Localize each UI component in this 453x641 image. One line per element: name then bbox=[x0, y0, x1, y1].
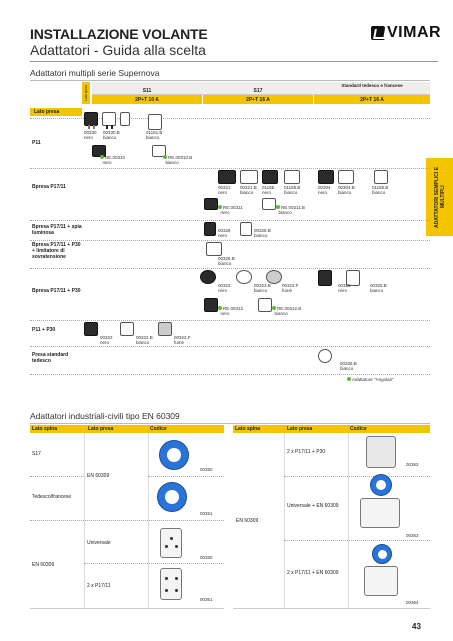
brand-logo bbox=[371, 24, 441, 42]
section2-title: Adattatori industriali-civili tipo EN 60309 bbox=[30, 411, 180, 421]
product-image bbox=[84, 112, 98, 126]
product-image bbox=[318, 270, 332, 286]
row-divider bbox=[30, 268, 430, 269]
section2-rule bbox=[30, 423, 430, 424]
row-divider bbox=[30, 320, 430, 321]
row-divider bbox=[30, 168, 430, 169]
product-image bbox=[262, 198, 276, 210]
product-image bbox=[372, 544, 392, 564]
product-image bbox=[204, 298, 218, 312]
row-label-bpresa-p30: Bpresa P17/11 + P30 bbox=[32, 288, 81, 294]
product-image bbox=[240, 222, 252, 236]
col-line bbox=[348, 433, 349, 608]
right-presa-3: 2 x P17/11 + EN 60309 bbox=[287, 570, 339, 576]
side-tab bbox=[426, 158, 453, 236]
product-code: 00363 bbox=[406, 533, 419, 538]
product-image bbox=[318, 170, 334, 184]
side-tab-label: ADATTATORI SEMPLICI E MULTIPLI bbox=[433, 166, 446, 228]
left-header-bar bbox=[30, 425, 224, 433]
row-divider bbox=[30, 346, 430, 347]
product-code: 00328 nero bbox=[218, 228, 231, 238]
row-divider bbox=[30, 520, 224, 521]
product-code: 00322.B bianco bbox=[136, 335, 153, 345]
product-code-green: RE.00310.B bianco bbox=[163, 155, 195, 165]
product-code: 00322 nero bbox=[100, 335, 113, 345]
corner-label: Lato spina bbox=[84, 84, 88, 102]
product-image bbox=[374, 170, 388, 184]
product-code: 00362 bbox=[406, 462, 419, 467]
product-code: 00321.B bianco bbox=[240, 185, 257, 195]
row-label-bpresa-spia: Bpresa P17/11 + spia luminosa bbox=[32, 224, 82, 236]
product-code-green: RE.00311 nero bbox=[218, 205, 250, 215]
product-code: 00361 bbox=[200, 597, 213, 602]
col-header-s11: S11 bbox=[142, 88, 152, 94]
footnote: Adattatore "Angolari" bbox=[347, 377, 427, 382]
angolari-dot-icon bbox=[218, 205, 222, 209]
product-code: 00304.B bianco bbox=[338, 185, 355, 195]
product-image bbox=[200, 270, 216, 284]
left-spina-en: EN 60309 bbox=[32, 562, 55, 568]
left-header-presa: Lato presa bbox=[88, 426, 114, 432]
angolari-dot-icon bbox=[163, 155, 167, 159]
product-code: 00364 bbox=[406, 600, 419, 605]
row-label-bpresa-limitatore: Bpresa P17/11 + P30 + limitatore di sovratensione bbox=[32, 242, 81, 260]
product-code: 00322.F fumè bbox=[174, 335, 191, 345]
product-code: 00330.B bianco bbox=[103, 130, 120, 140]
product-code: 01165.B bianco bbox=[284, 185, 301, 195]
product-code: 01166.B bianco bbox=[372, 185, 389, 195]
header-divider bbox=[30, 61, 438, 62]
product-code: 00330 nero bbox=[84, 130, 97, 140]
angolari-dot-icon bbox=[276, 205, 280, 209]
row-divider bbox=[30, 608, 224, 609]
angolari-dot-icon bbox=[272, 306, 276, 310]
product-image bbox=[148, 114, 162, 130]
left-presa-universale: Universale bbox=[87, 540, 111, 546]
right-header-spina: Lato spina bbox=[235, 426, 261, 432]
row-divider bbox=[30, 240, 430, 241]
row-header-label: Lato presa bbox=[30, 108, 82, 116]
product-image bbox=[206, 242, 222, 256]
product-code: 00326.B bianco bbox=[218, 256, 235, 266]
product-image bbox=[258, 298, 272, 312]
product-image bbox=[102, 112, 116, 126]
page-subtitle: Adattatori - Guida alla scelta bbox=[30, 42, 206, 58]
product-image bbox=[366, 436, 396, 468]
product-code: 00323.B bianco bbox=[254, 283, 271, 293]
section1-title: Adattatori multipli serie Supernova bbox=[30, 68, 160, 78]
angolari-dot-icon bbox=[347, 377, 351, 381]
vimar-logo-icon bbox=[371, 26, 385, 40]
right-spina-group: EN 60309 bbox=[236, 518, 259, 524]
row-divider bbox=[284, 540, 430, 541]
product-image bbox=[338, 170, 354, 184]
left-header-codice: Codice bbox=[150, 426, 167, 432]
brand-name: VIMAR bbox=[387, 24, 442, 41]
product-code-green: RE.00310 nero bbox=[100, 155, 130, 165]
left-presa-2xp17: 2 x P17/11 bbox=[87, 583, 111, 589]
corner-cell bbox=[82, 82, 90, 104]
section1-rule bbox=[30, 80, 430, 81]
row-divider bbox=[30, 476, 84, 477]
row-divider bbox=[233, 608, 430, 609]
left-spina-s17: S17 bbox=[32, 451, 41, 457]
product-image bbox=[159, 440, 189, 470]
row-divider bbox=[148, 476, 224, 477]
product-image bbox=[364, 566, 398, 596]
row-divider bbox=[84, 563, 224, 564]
product-code-green: RE.00312.B bianco bbox=[272, 306, 304, 316]
product-image bbox=[160, 528, 182, 558]
right-header-codice: Codice bbox=[350, 426, 367, 432]
product-image bbox=[360, 498, 400, 528]
product-code: 00360 bbox=[200, 555, 213, 560]
product-code: 00325 nero bbox=[338, 283, 351, 293]
rating-s17: 2P+T 16 A bbox=[246, 97, 270, 103]
product-image bbox=[240, 170, 258, 184]
right-header-bar bbox=[233, 425, 430, 433]
row-label-bpresa: Bpresa P17/11 bbox=[32, 184, 66, 190]
product-code: 00336.B bianco bbox=[340, 361, 357, 371]
angolari-dot-icon bbox=[100, 155, 104, 159]
product-code: 00323 nero bbox=[218, 283, 231, 293]
row-divider bbox=[284, 476, 430, 477]
left-header-spina: Lato spina bbox=[32, 426, 58, 432]
product-code: 00325.B bianco bbox=[370, 283, 387, 293]
left-presa-group: EN 60309 bbox=[87, 473, 110, 479]
product-image bbox=[120, 112, 130, 126]
product-image bbox=[262, 170, 278, 184]
product-image bbox=[370, 474, 392, 496]
row-label-presa-tedesco: Presa standard tedesco bbox=[32, 352, 69, 364]
page-number: 43 bbox=[412, 622, 421, 631]
product-code: 01165 nero bbox=[262, 185, 275, 195]
product-image bbox=[160, 568, 182, 600]
product-image bbox=[158, 322, 172, 336]
row-divider bbox=[30, 220, 430, 221]
rating-standard: 2P+T 16 A bbox=[360, 97, 384, 103]
product-image bbox=[120, 322, 134, 336]
right-presa-1: 2 x P17/11 + P30 bbox=[287, 449, 326, 455]
row-label-p11: P11 bbox=[32, 140, 41, 146]
product-code: 00321 nero bbox=[218, 185, 231, 195]
row-label-p11-p30: P11 + P30 bbox=[32, 327, 56, 333]
page-title: INSTALLAZIONE VOLANTE bbox=[30, 26, 208, 42]
col-line bbox=[284, 433, 285, 608]
angolari-dot-icon bbox=[218, 306, 222, 310]
product-image bbox=[84, 322, 98, 336]
col-header-s17: S17 bbox=[253, 88, 263, 94]
product-image bbox=[218, 170, 236, 184]
product-code-green: RE.00311.B bianco bbox=[276, 205, 310, 215]
col-header-standard: Standard tedesco e francese bbox=[341, 83, 403, 88]
product-code: 00323.F fumè bbox=[282, 283, 299, 293]
left-spina-tedesco: Tedesco/francese bbox=[32, 494, 72, 500]
product-image bbox=[236, 270, 252, 284]
rating-s11: 2P+T 10 A bbox=[135, 97, 159, 103]
product-image bbox=[157, 482, 187, 512]
product-code: 00350 bbox=[200, 467, 213, 472]
row-divider bbox=[30, 374, 430, 375]
product-code: 01161.B bianco bbox=[146, 130, 163, 140]
right-presa-2: Universale + EN 60309 bbox=[287, 503, 339, 509]
product-image bbox=[318, 349, 332, 363]
product-code-green: RE.00312 nero bbox=[218, 306, 248, 316]
right-header-presa: Lato presa bbox=[287, 426, 313, 432]
product-image bbox=[284, 170, 300, 184]
product-code: 00328.B bianco bbox=[254, 228, 271, 238]
product-image bbox=[204, 222, 216, 236]
product-image bbox=[204, 198, 218, 210]
product-code: 00351 bbox=[200, 511, 213, 516]
product-image bbox=[266, 270, 282, 284]
product-code: 00304 nero bbox=[318, 185, 331, 195]
